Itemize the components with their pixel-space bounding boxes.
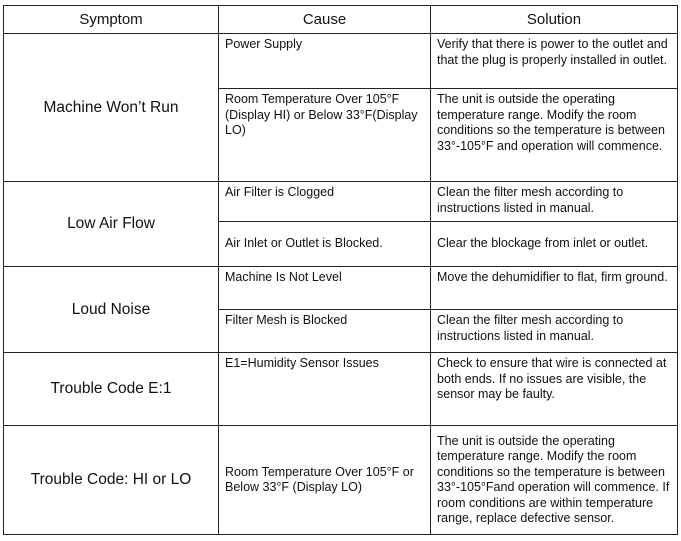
table-row [4,182,678,222]
solution-cell: Clean the filter mesh according to instructions listed in manual. [431,182,678,222]
cause-cell: Air Inlet or Outlet is Blocked. [219,222,431,267]
header-solution: Solution [431,6,678,34]
symptom-cell: Trouble Code E:1 [4,353,219,426]
symptom-cell: Low Air Flow [4,182,219,267]
header-row [4,6,678,34]
cause-cell: Power Supply [219,34,431,89]
table-row [4,34,678,89]
solution-cell: Verify that there is power to the outlet and that the plug is properly installed in outlet. [431,34,678,89]
cause-cell: Room Temperature Over 105°F or Below 33°F (Display LO) [219,426,431,535]
table-row [4,353,678,426]
symptom-cell: Loud Noise [4,267,219,353]
cause-cell: Machine Is Not Level [219,267,431,310]
solution-cell: Clean the filter mesh according to instructions listed in manual. [431,310,678,353]
table-row [4,426,678,535]
symptom-cell: Trouble Code: HI or LO [4,426,219,535]
solution-cell: Move the dehumidifier to flat, firm ground. [431,267,678,310]
cause-cell: E1=Humidity Sensor Issues [219,353,431,426]
solution-cell: The unit is outside the operating temperature range. Modify the room conditions so the temperature is between 33°-105°F and operation will commence. [431,89,678,182]
solution-cell: The unit is outside the operating temperature range. Modify the room conditions so the temperature is between 33°-105°Fand operation will commence. If room conditions are within temperature range, replace defective sensor. [431,426,678,535]
solution-cell: Clear the blockage from inlet or outlet. [431,222,678,267]
cause-cell: Room Temperature Over 105°F (Display HI) or Below 33°F(Display LO) [219,89,431,182]
solution-cell: Check to ensure that wire is connected at both ends. If no issues are visible, the sensor may be faulty. [431,353,678,426]
cause-cell: Filter Mesh is Blocked [219,310,431,353]
symptom-cell: Machine Won’t Run [4,34,219,182]
troubleshooting-table [3,5,678,535]
table-row [4,267,678,310]
header-cause: Cause [219,6,431,34]
cause-cell: Air Filter is Clogged [219,182,431,222]
header-symptom: Symptom [4,6,219,34]
